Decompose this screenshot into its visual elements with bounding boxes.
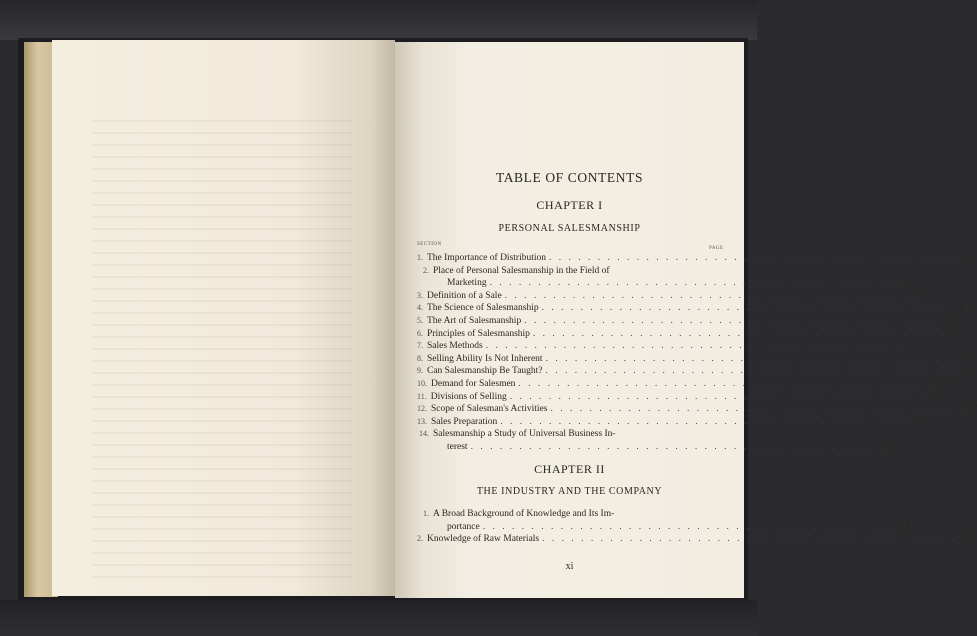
toc-entry-title: The Art of Salesmanship [427,315,522,326]
toc-entry-continuation [417,521,910,534]
chapter-1-section: PERSONAL SALESMANSHIP [498,223,641,234]
toc-dot-leader: . . . . . . . . . . . . . . . . . . . . . . . . . . . . . . . . . . . . . . . . . . . [485,341,901,352]
background-bottom [0,600,757,636]
toc-entry [417,353,968,366]
toc-entry-title: Scope of Salesman's Activities [431,404,548,415]
toc-entry [417,533,969,546]
toc-entry-number: 3. [417,290,423,300]
toc-dot-leader: . . . . . . . . . . . . . . . . . . . . . . . . . . . . . . . . . . . . . . . . . . . [509,391,925,402]
toc-dot-leader: . . . . . . . . . . . . . . . . . . . . . . . . . . . . . . . . . . . . . . . . . . . [504,290,920,301]
toc-entry-number: 1. [423,509,429,518]
toc-entry-number: 9. [417,366,423,376]
toc-entry-number: 11. [417,391,427,401]
toc-entry-title: Definition of a Sale [427,290,502,301]
toc-entry-number: 4. [417,303,423,313]
toc-entry-number: 2. [423,265,429,275]
toc-dot-leader: . . . . . . . . . . . . . . . . . . . . . . . . . . . . . . . . . . . . . . . . . . . [545,366,960,377]
section-column-label: SECTION [417,242,442,247]
toc-dot-leader: . . . . . . . . . . . . . . . . . . . . . . . . . . . . . . . . . . . . . . . . . . . [524,315,939,326]
toc-entry-title: Sales Preparation [431,416,498,427]
toc-entry [417,252,972,265]
toc-title: TABLE OF CONTENTS [495,170,644,185]
toc-entry-page: 24 [900,521,910,532]
left-page [52,40,395,596]
toc-entry-title: Can Salesmanship Be Taught? [427,366,543,377]
toc-dot-leader: . . . . . . . . . . . . . . . . . . . . . . . . . . . . . . . . . . . . . . . . . . . [541,303,956,314]
toc-entry-title-continued: portance [447,521,480,532]
toc-entry [417,378,946,391]
toc-entry-title: A Broad Background of Knowledge and Its Im- [433,509,615,519]
toc-entry [417,403,977,416]
toc-entry-page: 6 [950,328,956,339]
toc-dot-leader: . . . . . . . . . . . . . . . . . . . . . . . . . . . . . . . . . . . . . . . . . . . [532,328,948,339]
toc-entry-title-continued: Marketing [447,278,487,289]
toc-entry-page: 1 [906,278,912,289]
toc-entry-continuation [417,277,912,290]
toc-entry-number: 12. [417,404,427,414]
chapter-2-section: THE INDUSTRY AND THE COMPANY [476,486,663,497]
toc-entry-number: 1. [417,253,423,262]
toc-entry-page: 10 [935,378,946,389]
toc-entry-page: 26 [959,534,969,545]
toc-entry-page: 12 [927,391,937,402]
toc-dot-leader: . . . . . . . . . . . . . . . . . . . . . . . . . . . . . . . . . . . . . . . . . . . [548,253,964,263]
toc-entry [417,328,956,341]
toc-entry [417,265,727,278]
toc-entry [417,340,908,353]
toc-entry [417,302,964,315]
chapter-1-entries [417,252,977,454]
toc-entry [417,416,928,429]
toc-dot-leader: . . . . . . . . . . . . . . . . . . . . . . . . . . . . . . . . . . . . . . . . . . . [518,378,933,389]
toc-entry-title: Divisions of Selling [430,391,507,402]
toc-dot-leader: . . . . . . . . . . . . . . . . . . . . . . . . . . . . . . . . . . . . . . . . . . . [470,441,885,452]
toc-entry-title: Demand for Salesmen [431,378,516,389]
toc-entry-title: Principles of Salesmanship [427,328,530,339]
toc-entry-number: 10. [417,378,427,388]
toc-entry-title: The Science of Salesmanship [427,303,539,314]
toc-entry-page: 4 [958,303,964,314]
toc-entry [417,315,947,328]
toc-entry-number: 13. [417,416,427,426]
toc-dot-leader: . . . . . . . . . . . . . . . . . . . . . . . . . . . . . . . . . . . . . . . . . . . [489,278,904,289]
page-number: xi [565,561,574,572]
toc-entry [417,290,927,303]
toc-entry-title: The Importance of Distribution [427,253,546,263]
page-column-label: PAGE [709,246,724,251]
toc-entry-page: 4 [941,315,947,326]
toc-entry-page: 9 [962,366,968,377]
toc-dot-leader: . . . . . . . . . . . . . . . . . . . . . . . . . . . . . . . . . . . . . . . . . . . [500,416,915,427]
toc-entry-number: 2. [417,534,423,544]
toc-entry-title: Selling Ability Is Not Inherent [427,353,543,364]
toc-entry-title: Place of Personal Salesmanship in the Field of [433,265,610,276]
toc-entry-number: 6. [417,328,423,338]
toc-entry-number: 14. [419,429,429,439]
toc-dot-leader: . . . . . . . . . . . . . . . . . . . . . . . . . . . . . . . . . . . . . . . . . . . [545,353,960,364]
toc-entry-number: 8. [417,353,423,363]
toc-dot-leader: . . . . . . . . . . . . . . . . . . . . . . . . . . . . . . . . . . . . . . . . . . . [482,521,898,532]
toc-entry-page: 21 [887,441,898,452]
toc-entry [417,365,968,378]
chapter-1-heading: CHAPTER I [536,198,603,212]
background-top [0,0,757,40]
toc-dot-leader: . . . . . . . . . . . . . . . . . . . . . . . . . . . . . . . . . . . . . . . . . . . [550,404,965,415]
bleed-through-text [92,120,352,580]
right-page [395,42,977,598]
toc-entry-page: 7 [962,353,968,364]
toc-entry [417,428,727,441]
toc-entry-title: Knowledge of Raw Materials [427,534,540,545]
toc-entry-continuation [417,441,898,454]
toc-entry-number: 5. [417,315,423,325]
toc-entry-number: 7. [417,341,423,351]
toc-entry-page: 20 [917,416,928,427]
toc-entry-title: Salesmanship a Study of Universal Business In- [433,429,616,440]
toc-entry-title-continued: terest [447,441,468,452]
chapter-2-entries [417,508,969,546]
toc-entry-title: Sales Methods [427,341,483,352]
toc-entry-page: 1 [966,253,972,263]
toc-dot-leader: . . . . . . . . . . . . . . . . . . . . . . . . . . . . . . . . . . . . . . . . . . . [542,534,957,545]
toc-entry [417,508,727,521]
toc-entry-page: 3 [922,290,927,301]
toc-entry-page: 17 [967,404,977,415]
toc-entry-page: 7 [903,341,908,352]
chapter-2-heading: CHAPTER II [534,462,605,476]
toc-entry [417,391,937,404]
